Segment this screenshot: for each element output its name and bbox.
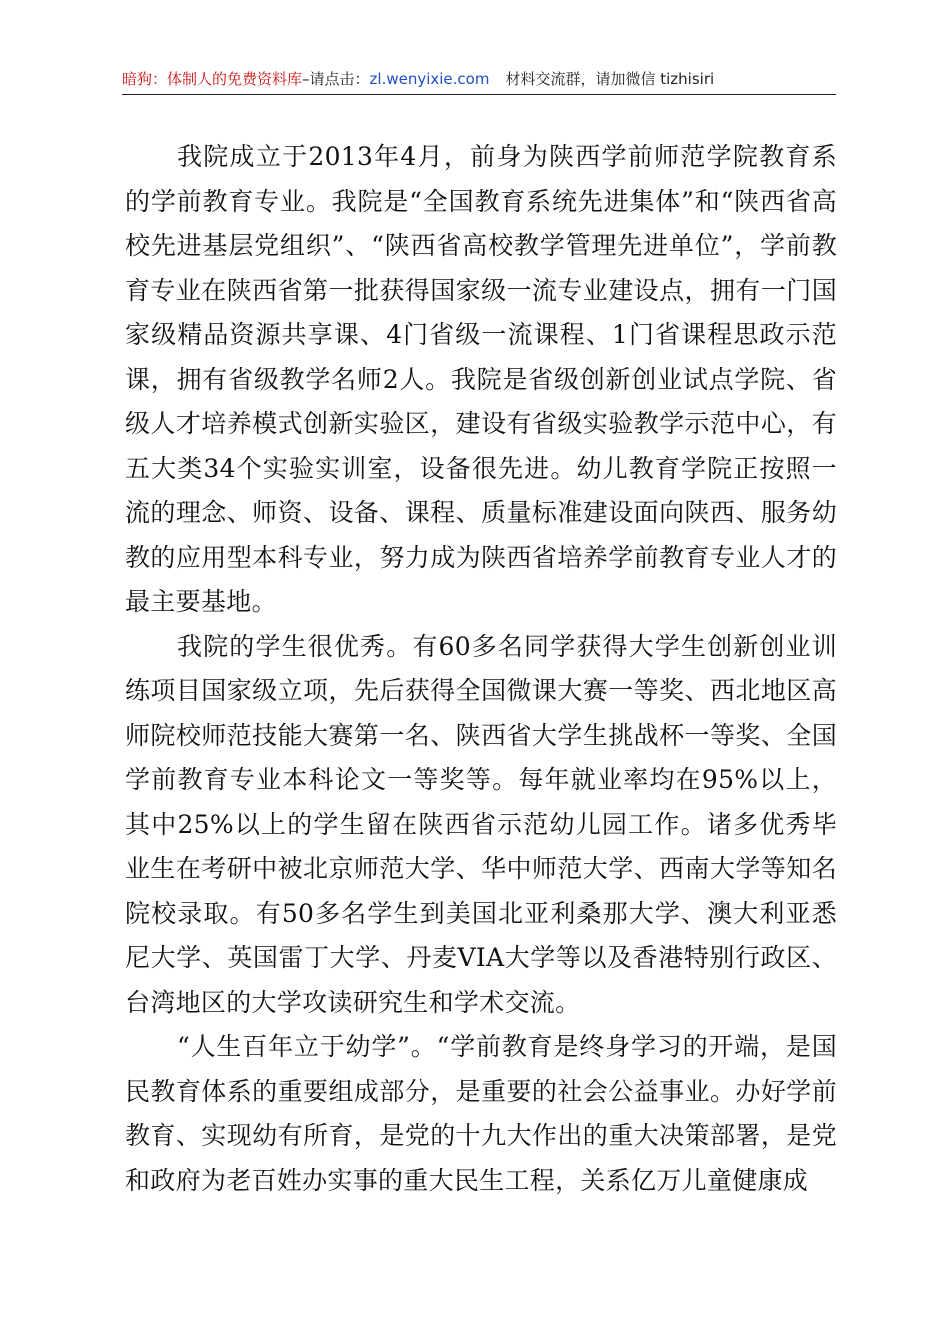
document-body: [125, 135, 837, 1203]
header-url-link[interactable]: zl.wenyixie.com: [369, 70, 490, 88]
paragraph-intro: 我院成立于2013年4月，前身为陕西学前师范学院教育系的学前教育专业。我院是“全国教育系统先进集体”和“陕西省高校先进基层党组织”、“陕西省高校教学管理先进单位”，学前教育专业在陕西省第一批获得国家级一流专业建设点，拥有一门国家级精品资源共享课、4门省级一流课程、1门省课程思政示范课，拥有省级教学名师2人。我院是省级创新创业试点学院、省级人才培养模式创新实验区，建设有省级实验教学示范中心，有五大类34个实验实训室，设备很先进。幼儿教育学院正按照一流的理念、师资、设备、课程、质量标准建设面向陕西、服务幼教的应用型本科专业，努力成为陕西省培养学前教育专业人才的最主要基地。: [125, 142, 837, 616]
paragraph-significance: “人生百年立于幼学”。“学前教育是终身学习的开端，是国民教育体系的重要组成部分，是重要的社会公益事业。办好学前教育、实现幼有所育，是党的十九大作出的重大决策部署，是党和政府为老百姓办实事的重大民生工程，关系亿万儿童健康成: [125, 1032, 837, 1195]
header-site-label: 暗狗：体制人的免费资料库: [122, 70, 303, 88]
header-prompt: –请点击：: [302, 70, 370, 88]
header-contact: 材料交流群，请加微信 tizhisiri: [505, 70, 715, 88]
page-header: [122, 66, 836, 95]
paragraph-students: 我院的学生很优秀。有60多名同学获得大学生创新创业训练项目国家级立项，先后获得全国微课大赛一等奖、西北地区高师院校师范技能大赛第一名、陕西省大学生挑战杯一等奖、全国学前教育专业本科论文一等奖等。每年就业率均在95%以上，其中25%以上的学生留在陕西省示范幼儿园工作。诸多优秀毕业生在考研中被北京师范大学、华中师范大学、西南大学等知名院校录取。有50多名学生到美国北亚利桑那大学、澳大利亚悉尼大学、英国雷丁大学、丹麦VIA大学等以及香港特别行政区、台湾地区的大学攻读研究生和学术交流。: [125, 631, 837, 1017]
